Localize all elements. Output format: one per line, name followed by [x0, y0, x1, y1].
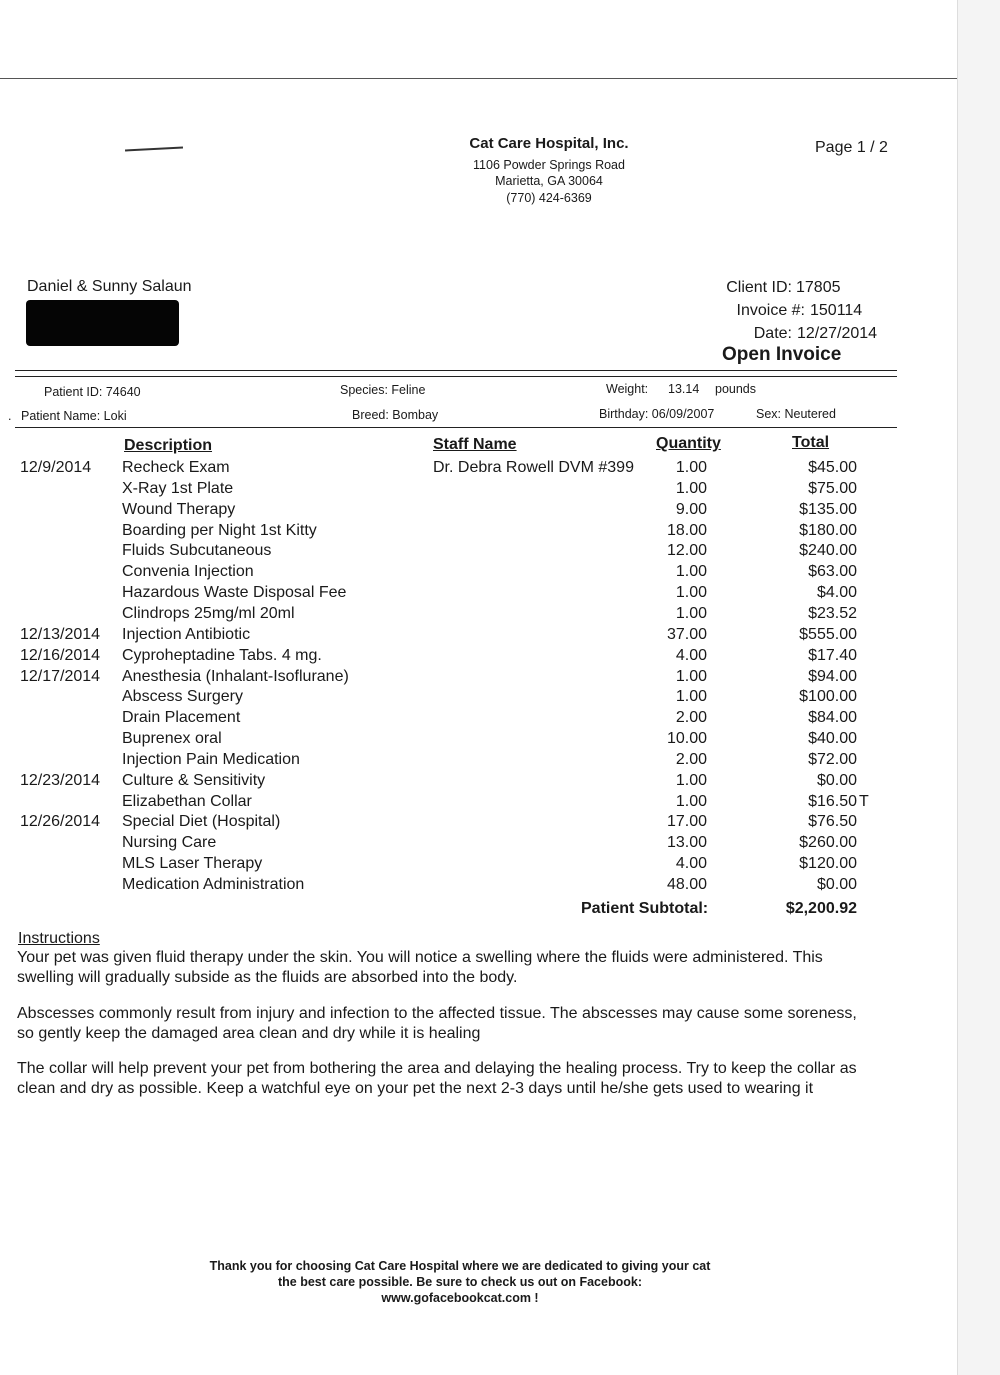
footer-message	[180, 1258, 740, 1306]
rule-table-top	[15, 427, 897, 428]
table-row	[0, 751, 1000, 772]
row-date: 12/9/2014	[20, 459, 92, 476]
invoice-number-value: 150114	[810, 302, 863, 319]
row-total: $120.00	[799, 855, 857, 873]
row-quantity: 1.00	[675, 584, 707, 602]
table-row	[0, 501, 1000, 522]
row-quantity: 2.00	[675, 709, 707, 727]
patient-weight-unit: pounds	[715, 382, 757, 396]
redacted-address	[26, 300, 179, 346]
row-description: X-Ray 1st Plate	[122, 479, 234, 497]
row-quantity: 17.00	[666, 813, 707, 831]
row-description: Injection Antibiotic	[122, 625, 251, 643]
row-quantity: 1.00	[675, 792, 707, 810]
patient-weight-label: Weight:	[606, 382, 649, 396]
patient-species: Species: Feline	[340, 383, 426, 397]
rule-top-2	[15, 376, 897, 377]
row-date: 12/26/2014	[20, 813, 101, 831]
table-row	[0, 730, 1000, 751]
table-row	[0, 793, 1000, 814]
row-quantity: 2.00	[675, 750, 707, 768]
row-description: Anesthesia (Inhalant-Isoflurane)	[122, 667, 349, 685]
header-total: Total	[792, 434, 830, 451]
hospital-address-line2: Marietta, GA 30064	[495, 174, 603, 188]
row-total: $0.00	[816, 771, 857, 789]
row-quantity: 12.00	[666, 542, 707, 560]
row-description: Injection Pain Medication	[122, 750, 300, 768]
row-total: $72.00	[808, 750, 857, 768]
instructions-title: Instructions	[18, 930, 100, 947]
row-date: 12/17/2014	[20, 667, 101, 685]
row-description: Abscess Surgery	[122, 688, 243, 706]
row-quantity: 1.00	[675, 479, 707, 497]
table-row	[0, 522, 1000, 543]
row-total: $135.00	[799, 500, 857, 518]
row-description: MLS Laser Therapy	[122, 855, 263, 873]
invoice-number-label: Invoice #:	[736, 302, 805, 319]
row-quantity: 1.00	[675, 563, 707, 581]
client-name: Daniel & Sunny Salaun	[27, 278, 192, 295]
row-total: $0.00	[816, 876, 857, 893]
patient-weight: 13.14	[668, 382, 700, 396]
row-total: $63.00	[808, 563, 857, 581]
row-quantity: 1.00	[675, 604, 707, 622]
row-description: Cyproheptadine Tabs. 4 mg.	[122, 646, 322, 664]
row-quantity: 18.00	[666, 521, 707, 539]
row-total: $75.00	[808, 479, 857, 497]
row-tax-flag: T	[859, 792, 869, 810]
row-total: $23.52	[808, 604, 857, 622]
row-description: Wound Therapy	[122, 500, 236, 518]
row-quantity: 1.00	[675, 688, 707, 706]
row-description: Hazardous Waste Disposal Fee	[122, 584, 347, 602]
patient-sex: Sex: Neutered	[756, 407, 836, 421]
client-id-value: 17805	[796, 279, 841, 296]
row-total: $40.00	[808, 730, 857, 748]
row-description: Clindrops 25mg/ml 20ml	[122, 604, 295, 622]
row-total: $94.00	[808, 667, 857, 685]
row-date: 12/23/2014	[20, 771, 101, 789]
row-quantity: 1.00	[675, 771, 707, 789]
table-row	[0, 584, 1000, 605]
table-row	[0, 626, 1000, 647]
footer-line-1: Thank you for choosing Cat Care Hospital where we are dedicated to giving your cat	[209, 1259, 711, 1273]
row-quantity: 1.00	[675, 667, 707, 685]
row-description: Special Diet (Hospital)	[122, 813, 281, 831]
hospital-address-line1: 1106 Powder Springs Road	[473, 157, 625, 172]
row-quantity: 9.00	[675, 500, 707, 518]
patient-birthday: Birthday: 06/09/2007	[599, 407, 715, 421]
invoice-date-value: 12/27/2014	[797, 325, 878, 342]
row-total: $100.00	[799, 688, 857, 706]
table-row	[0, 459, 1000, 480]
row-quantity: 4.00	[675, 855, 707, 873]
patient-breed: Breed: Bombay	[352, 408, 439, 422]
row-description: Culture & Sensitivity	[122, 771, 266, 789]
row-total: $76.50	[808, 813, 857, 831]
row-quantity: 48.00	[666, 876, 707, 893]
row-total: $555.00	[799, 625, 857, 643]
invoice-status: Open Invoice	[722, 344, 842, 365]
table-row	[0, 709, 1000, 730]
table-row	[0, 480, 1000, 501]
row-description: Elizabethan Collar	[122, 792, 252, 810]
row-total: $17.40	[808, 646, 857, 664]
row-description: Fluids Subcutaneous	[122, 542, 272, 560]
rule-top-1	[15, 370, 897, 371]
table-row	[0, 855, 1000, 876]
row-description: Nursing Care	[122, 834, 217, 852]
row-quantity: 1.00	[675, 459, 707, 476]
table-row	[0, 813, 1000, 834]
table-row	[0, 605, 1000, 626]
footer-line-2: the best care possible. Be sure to check us out on Facebook:	[278, 1275, 642, 1289]
patient-name-bullet: .	[8, 409, 12, 423]
instruction-paragraph: The collar will help prevent your pet from bothering the area and delaying the healing process. Try to keep the collar as clean and dry as possible. Keep a watchful eye on your pet the next 2-3 days until he/she gets used to wearing it	[17, 1060, 857, 1097]
page-number: Page 1 / 2	[815, 139, 888, 156]
row-quantity: 13.00	[666, 834, 707, 852]
table-row	[0, 542, 1000, 563]
hospital-phone: (770) 424-6369	[506, 190, 592, 205]
header-staff-name: Staff Name	[433, 436, 517, 453]
row-total: $260.00	[799, 834, 857, 852]
table-row	[0, 668, 1000, 689]
client-id-label: Client ID:	[726, 279, 792, 296]
patient-name: Patient Name: Loki	[21, 409, 127, 423]
row-total: $45.00	[808, 459, 857, 476]
instruction-paragraph: Abscesses commonly result from injury and infection to the affected tissue. The abscesses may cause some soreness, so gently keep the damaged area clean and dry while it is healing	[17, 1005, 857, 1042]
subtotal-value: $2,200.92	[785, 900, 857, 917]
row-staff: Dr. Debra Rowell DVM #399	[433, 459, 634, 476]
table-row	[0, 563, 1000, 584]
pen-mark	[125, 146, 183, 151]
row-description: Convenia Injection	[122, 563, 254, 581]
row-total: $4.00	[816, 584, 857, 602]
row-total: $240.00	[799, 542, 857, 560]
row-description: Drain Placement	[122, 709, 241, 727]
patient-id: Patient ID: 74640	[44, 385, 141, 399]
page-top-edge	[0, 78, 960, 79]
row-quantity: 10.00	[666, 730, 707, 748]
header-description: Description	[124, 437, 213, 454]
table-row	[0, 647, 1000, 668]
table-row	[0, 876, 1000, 897]
instruction-paragraph: Your pet was given fluid therapy under the skin. You will notice a swelling where the fluids were administered. This swelling will gradually subside as the fluids are absorbed into the body.	[17, 949, 823, 986]
table-row	[0, 772, 1000, 793]
invoice-date-label: Date:	[753, 325, 792, 342]
row-description: Recheck Exam	[122, 459, 230, 476]
subtotal-label: Patient Subtotal:	[581, 900, 709, 917]
row-total: $16.50	[808, 792, 857, 810]
header-quantity: Quantity	[656, 435, 721, 452]
row-quantity: 4.00	[675, 646, 707, 664]
hospital-name: Cat Care Hospital, Inc.	[469, 135, 629, 152]
row-total: $180.00	[799, 521, 857, 539]
footer-line-3: www.gofacebookcat.com !	[381, 1291, 539, 1305]
hospital-header	[400, 136, 698, 206]
row-date: 12/13/2014	[20, 625, 101, 643]
table-row	[0, 834, 1000, 855]
row-description: Buprenex oral	[122, 730, 222, 748]
row-description: Medication Administration	[122, 876, 305, 893]
row-description: Boarding per Night 1st Kitty	[122, 521, 317, 539]
row-date: 12/16/2014	[20, 646, 101, 664]
row-total: $84.00	[808, 709, 857, 727]
row-quantity: 37.00	[666, 625, 707, 643]
table-row	[0, 688, 1000, 709]
